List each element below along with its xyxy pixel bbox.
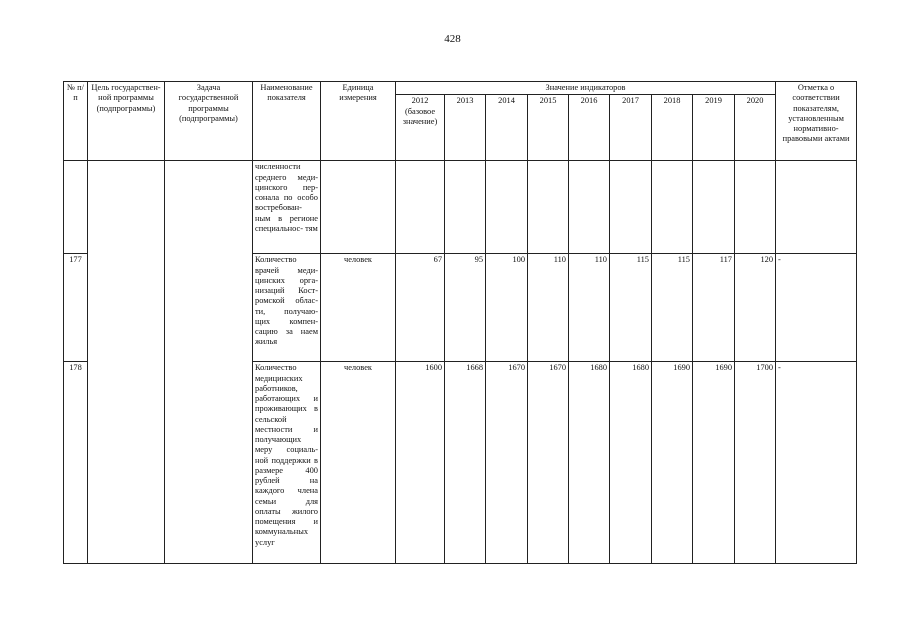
value-cell: 1680 <box>610 362 652 564</box>
header-num: № п/п <box>64 82 88 161</box>
row-num: 177 <box>64 254 88 362</box>
task-cell <box>165 161 253 564</box>
header-year: 2019 <box>693 95 735 161</box>
value-cell: 115 <box>652 254 693 362</box>
goal-cell <box>88 161 165 564</box>
header-values-group: Значение индикаторов <box>396 82 776 95</box>
value-cell: 115 <box>610 254 652 362</box>
value-cell <box>693 161 735 254</box>
table-row <box>64 161 857 254</box>
unit-cell: человек <box>321 254 396 362</box>
header-year: 2017 <box>610 95 652 161</box>
value-cell <box>610 161 652 254</box>
value-cell: 110 <box>569 254 610 362</box>
note-cell: - <box>776 254 857 362</box>
value-cell: 1600 <box>396 362 445 564</box>
header-year: 2020 <box>735 95 776 161</box>
header-year: 2016 <box>569 95 610 161</box>
value-cell: 1668 <box>445 362 486 564</box>
header-goal: Цель государствен- ной программы (подпрограммы) <box>88 82 165 161</box>
value-cell: 1670 <box>528 362 569 564</box>
unit-cell: человек <box>321 362 396 564</box>
value-cell <box>445 161 486 254</box>
indicator-name: Количество врачей меди- цинских орга- низаций Кост- ромской облас- ти, получаю- щих компен- сацию за наем жилья <box>253 254 321 362</box>
value-cell: 67 <box>396 254 445 362</box>
value-cell: 110 <box>528 254 569 362</box>
value-cell: 1700 <box>735 362 776 564</box>
header-year: 2014 <box>486 95 528 161</box>
header-year: 2013 <box>445 95 486 161</box>
note-cell <box>776 161 857 254</box>
row-num <box>64 161 88 254</box>
value-cell <box>396 161 445 254</box>
value-cell: 1680 <box>569 362 610 564</box>
value-cell: 95 <box>445 254 486 362</box>
row-num: 178 <box>64 362 88 564</box>
value-cell <box>528 161 569 254</box>
value-cell <box>569 161 610 254</box>
value-cell: 100 <box>486 254 528 362</box>
value-cell: 1690 <box>652 362 693 564</box>
indicators-table <box>63 81 857 564</box>
value-cell: 1690 <box>693 362 735 564</box>
header-unit: Единица измерения <box>321 82 396 161</box>
header-year: 2012 (базовое значение) <box>396 95 445 161</box>
value-cell: 117 <box>693 254 735 362</box>
header-task: Задача государственной программы (подпрограммы) <box>165 82 253 161</box>
indicator-name: численности среднего меди- цинского пер- сонала по особо востребован- ным в регионе специальнос- тям <box>253 161 321 254</box>
note-cell: - <box>776 362 857 564</box>
header-year: 2018 <box>652 95 693 161</box>
value-cell: 120 <box>735 254 776 362</box>
value-cell <box>652 161 693 254</box>
unit-cell <box>321 161 396 254</box>
header-indicator-name: Наименование показателя <box>253 82 321 161</box>
header-year: 2015 <box>528 95 569 161</box>
value-cell <box>486 161 528 254</box>
value-cell <box>735 161 776 254</box>
page-number: 428 <box>444 33 461 45</box>
header-note: Отметка о соответствии показателям, установленным нормативно- правовыми актами <box>776 82 857 161</box>
indicator-name: Количество медицинских работников, работающих и проживающих в сельской местности и получающих меру социаль- ной поддержки в размере 400 рублей на каждого члена семьи для оплаты жилого помещения и коммунальных услуг <box>253 362 321 564</box>
value-cell: 1670 <box>486 362 528 564</box>
